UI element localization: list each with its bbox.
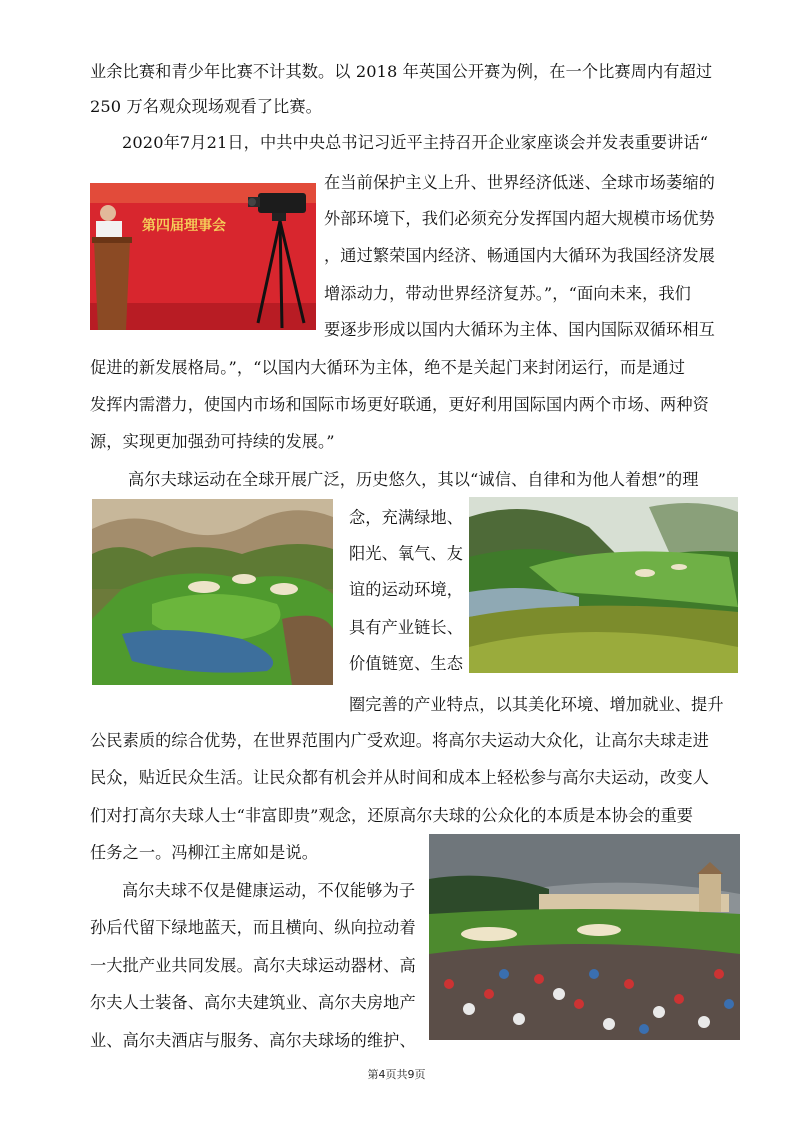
text-line: 源，实现更加强劲可持续的发展。”: [90, 432, 335, 451]
conference-photo: [90, 183, 316, 330]
text-line: 250 万名观众现场观看了比赛。: [90, 97, 322, 116]
text-line: ，通过繁荣国内经济、畅通国内大循环为我国经济发展: [324, 246, 715, 265]
text-line: 业、高尔夫酒店与服务、高尔夫球场的维护、: [90, 1031, 416, 1050]
text-line: 增添动力，带动世界经济复苏。”，“面向未来，我们: [324, 284, 691, 303]
text-line: 阳光、氧气、友: [349, 544, 464, 563]
text-line: 孙后代留下绿地蓝天，而且横向、纵向拉动着: [90, 918, 416, 937]
text-line: 圈完善的产业特点，以其美化环境、增加就业、提升: [349, 695, 724, 714]
text-line: 谊的运动环境，: [349, 580, 464, 599]
text-line: 业余比赛和青少年比赛不计其数。以 2018 年英国公开赛为例，在一个比赛周内有超过: [90, 62, 713, 81]
page-footer: 第4页共9页: [367, 1068, 426, 1081]
text-line: 要逐步形成以国内大循环为主体、国内国际双循环相互: [324, 320, 715, 339]
text-line: 价值链宽、生态: [349, 654, 464, 673]
text-line: 高尔夫球运动在全球开展广泛，历史悠久，其以“诚信、自律和为他人着想”的理: [128, 470, 699, 489]
golf-course-mountain-photo: [469, 497, 738, 673]
text-line: 尔夫人士装备、高尔夫建筑业、高尔夫房地产: [90, 993, 416, 1012]
banner-text: 第四届理事会: [142, 218, 226, 234]
text-line: 外部环境下，我们必须充分发挥国内超大规模市场优势: [324, 209, 715, 228]
text-line: 念，充满绿地、: [349, 508, 464, 527]
text-line: 公民素质的综合优势，在世界范围内广受欢迎。将高尔夫运动大众化，让高尔夫球走进: [90, 731, 709, 750]
text-line: 高尔夫球不仅是健康运动，不仅能够为子: [122, 881, 416, 900]
text-line: 2020年7月21日，中共中央总书记习近平主持召开企业家座谈会并发表重要讲话“: [122, 133, 709, 152]
text-line: 发挥内需潜力，使国内市场和国际市场更好联通，更好利用国际国内两个市场、两种资: [90, 395, 709, 414]
text-line: 在当前保护主义上升、世界经济低迷、全球市场萎缩的: [324, 173, 715, 192]
text-line: 促进的新发展格局。”，“以国内大循环为主体，绝不是关起门来封闭运行，而是通过: [90, 358, 685, 377]
text-line: 一大批产业共同发展。高尔夫球运动器材、高: [90, 956, 416, 975]
text-line: 任务之一。冯柳江主席如是说。: [90, 843, 319, 862]
text-line: 们对打高尔夫球人士“非富即贵”观念，还原高尔夫球的公众化的本质是本协会的重要: [90, 806, 694, 825]
golf-tournament-crowd-photo: [429, 834, 740, 1040]
text-line: 民众，贴近民众生活。让民众都有机会并从时间和成本上轻松参与高尔夫运动，改变人: [90, 768, 709, 787]
text-line: 具有产业链长、: [349, 618, 464, 637]
golf-course-canyon-photo: [92, 499, 333, 685]
